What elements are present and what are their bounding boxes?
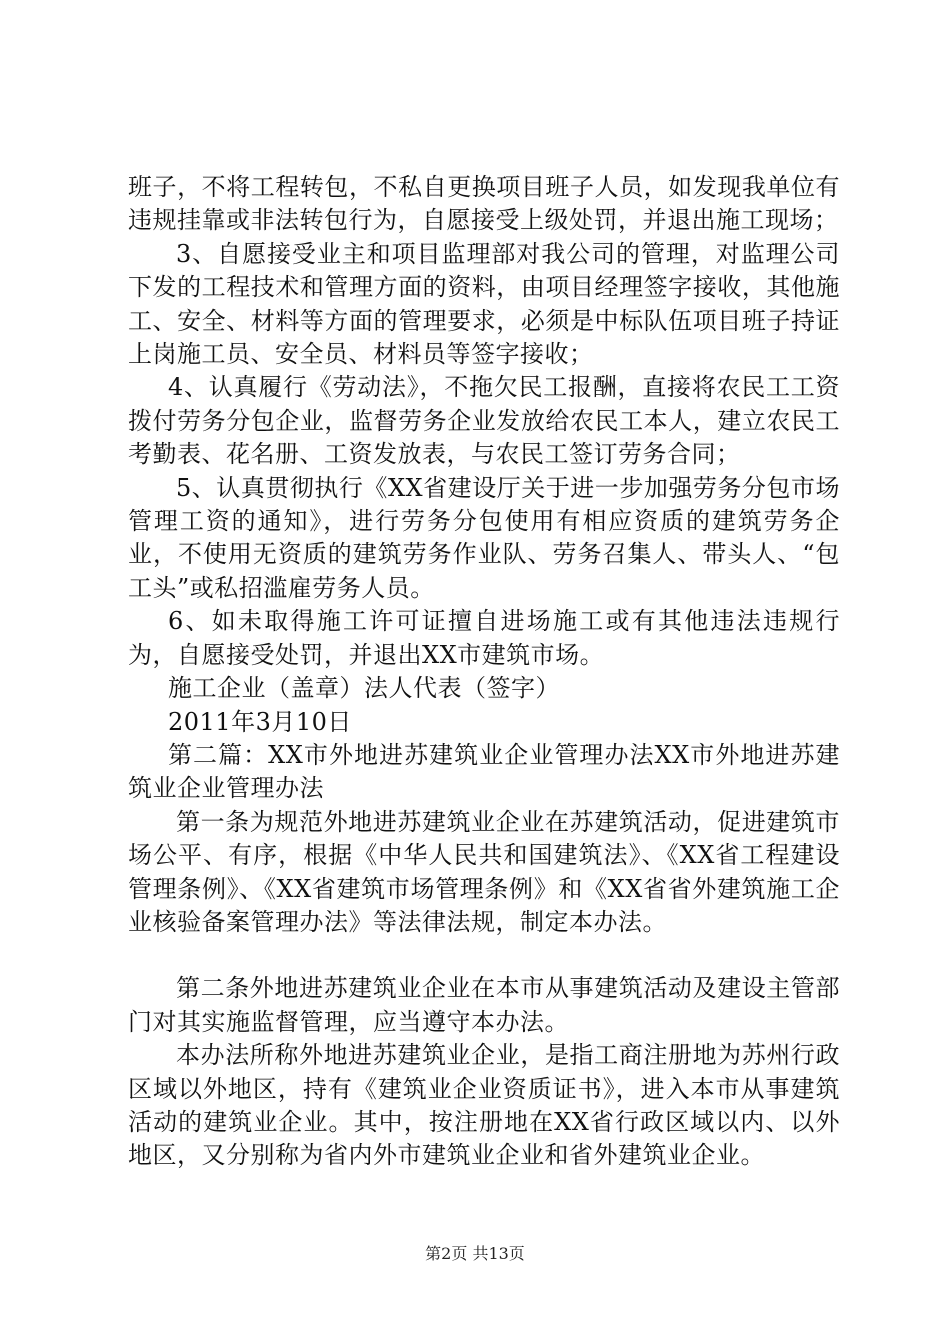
- paragraph-item-3: 3、自愿接受业主和项目监理部对我公司的管理，对监理公司下发的工程技术和管理方面的资料，由项目经理签字接收，其他施工、安全、材料等方面的管理要求，必须是中标队伍项目班子持证上岗施工员、安全员、材料员等签字接收；: [128, 239, 840, 369]
- signature-line: 施工企业（盖章）法人代表（签字）: [168, 674, 560, 703]
- date-line: 2011年3月10日: [168, 707, 352, 736]
- article-1: 第一条为规范外地进苏建筑业企业在苏建筑活动，促进建筑市场公平、有序，根据《中华人民共和国建筑法》、《XX省工程建设管理条例》、《XX省建筑市场管理条例》和《XX省省外建筑施工企业核验备案管理办法》等法律法规，制定本办法。: [128, 807, 840, 936]
- paragraph-item-5: 5、认真贯彻执行《XX省建设厅关于进一步加强劳务分包市场管理工资的通知》，进行劳务分包使用有相应资质的建筑劳务企业，不使用无资质的建筑劳务作业队、劳务召集人、带头人、“包工头”或私招滥雇劳务人员。: [128, 473, 840, 602]
- paragraph-item-4: 4、认真履行《劳动法》，不拖欠民工报酬，直接将农民工工资拨付劳务分包企业，监督劳务企业发放给农民工本人，建立农民工考勤表、花名册、工资发放表，与农民工签订劳务合同；: [128, 373, 840, 469]
- section-heading: 第二篇：XX市外地进苏建筑业企业管理办法XX市外地进苏建筑业企业管理办法: [128, 740, 840, 803]
- page-footer: 第2页 共13页: [425, 1244, 525, 1263]
- paragraph-continuation: 班子，不将工程转包，不私自更换项目班子人员，如发现我单位有违规挂靠或非法转包行为，自愿接受上级处罚，并退出施工现场；: [128, 173, 840, 235]
- document-body: [128, 171, 840, 1173]
- article-2-definition: 本办法所称外地进苏建筑业企业，是指工商注册地为苏州行政区域以外地区，持有《建筑业企业资质证书》，进入本市从事建筑活动的建筑业企业。其中，按注册地在XX省行政区域以内、以外地区，又分别称为省内外市建筑业企业和省外建筑业企业。: [128, 1041, 840, 1170]
- article-2: 第二条外地进苏建筑业企业在本市从事建筑活动及建设主管部门对其实施监督管理，应当遵守本办法。: [128, 974, 840, 1036]
- paragraph-item-6: 6、如未取得施工许可证擅自进场施工或有其他违法违规行为，自愿接受处罚，并退出XX市建筑市场。: [128, 607, 840, 669]
